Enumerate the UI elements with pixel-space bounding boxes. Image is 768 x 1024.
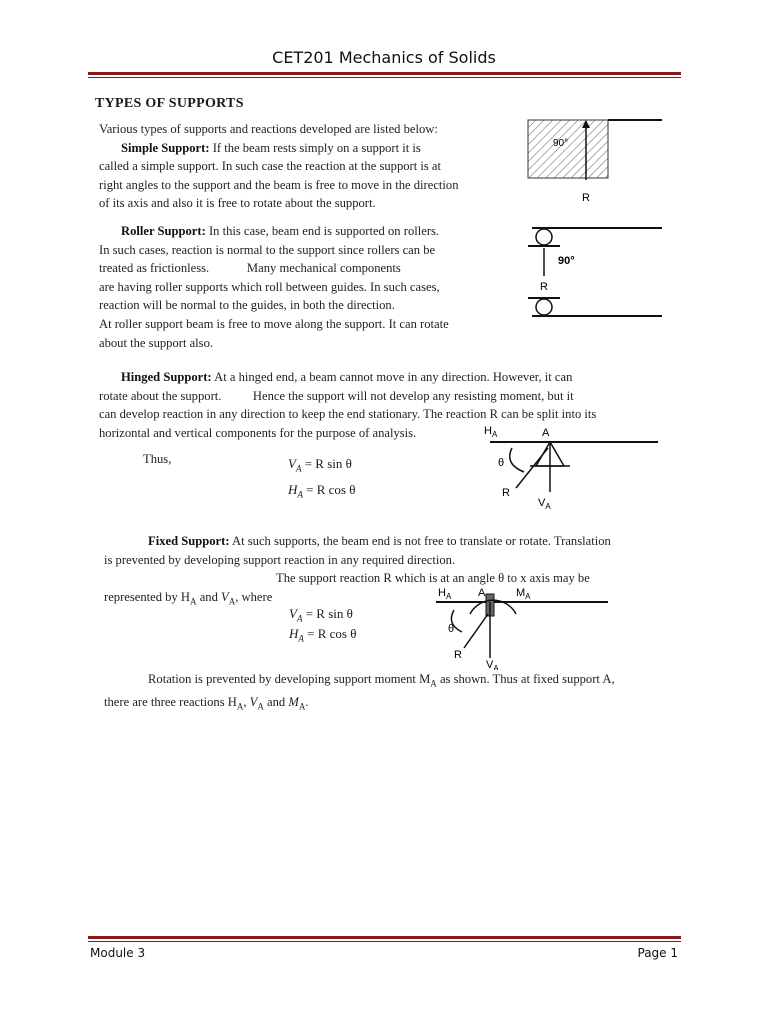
reaction-label: R xyxy=(540,281,548,293)
footer-page-number: Page 1 xyxy=(637,946,678,960)
r-label: R xyxy=(454,649,462,661)
text-line: If the beam rests simply on a support it is xyxy=(212,140,421,155)
text-frag: represented by H xyxy=(104,589,191,604)
wall-hatch xyxy=(528,120,608,178)
hinged-support-figure xyxy=(470,420,670,512)
r-arrow xyxy=(516,448,548,488)
eq-sub: A xyxy=(298,701,306,712)
eq-sub: A xyxy=(257,701,264,712)
eq-var: V xyxy=(289,606,297,621)
text-frag: and xyxy=(199,589,218,604)
text-line: about the support also. xyxy=(99,335,214,350)
footer-rule-thin xyxy=(88,941,681,942)
reaction-label: R xyxy=(582,192,590,204)
text-line: At a hinged end, a beam cannot move in any direction. However, it can xyxy=(214,370,573,384)
text-frag: there are three reactions H xyxy=(104,695,237,710)
eq-rhs: = R sin θ xyxy=(305,606,353,621)
text-line: right angles to the support and the beam is free to move in the direction xyxy=(99,177,459,192)
eq-sub: A xyxy=(296,613,303,624)
roller-support-block xyxy=(99,222,509,352)
eq-var: H xyxy=(289,626,299,641)
v-label: $V_A$ xyxy=(538,497,551,511)
text-line: In this case, beam end is supported on rollers. xyxy=(208,224,440,238)
eq-sub: A xyxy=(190,596,197,607)
roller-support-figure xyxy=(520,216,670,328)
roller-support-term: Roller Support: xyxy=(121,224,206,238)
simple-support-block xyxy=(99,120,509,213)
text-line: reaction will be normal to the guides, in both the direction. xyxy=(99,298,395,313)
text-line: are having roller supports which roll between guides. In such cases, xyxy=(99,279,440,294)
eq-var: V xyxy=(288,456,296,471)
text-line: represented by $H_A$ and $V_A$, where xyxy=(104,589,273,607)
hinged-support-term: Hinged Support: xyxy=(121,370,212,384)
fixed-support-term: Fixed Support: xyxy=(148,534,230,548)
page-header-title: CET201 Mechanics of Solids xyxy=(272,48,496,67)
text-line: of its axis and also it is free to rotate about the support. xyxy=(99,196,376,211)
fixed-support-figure xyxy=(430,584,610,670)
simple-support-figure xyxy=(520,110,670,205)
text-line: treated as frictionless. Many mechanical components xyxy=(99,261,401,276)
eq-sub: A xyxy=(297,489,303,500)
footer-rule xyxy=(88,936,681,939)
text-line: At such supports, the beam end is not free to translate or rotate. Translation xyxy=(232,534,611,548)
text-line: horizontal and vertical components for the purpose of analysis. xyxy=(99,425,417,440)
theta-arc xyxy=(510,448,524,472)
eq-rhs: = R sin θ xyxy=(304,456,352,471)
theta-label: θ xyxy=(498,457,505,469)
roller-top xyxy=(536,229,552,245)
a-label: A xyxy=(542,427,550,439)
header-rule-thin xyxy=(88,77,681,78)
text-frag: V xyxy=(221,589,229,604)
simple-support-term: Simple Support: xyxy=(121,140,210,155)
fixed-eq-va xyxy=(289,606,353,624)
intro-line: Various types of supports and reactions developed are listed below: xyxy=(99,122,438,136)
angle-label: 90° xyxy=(558,255,575,267)
text-line: In such cases, reaction is normal to the support since rollers can be xyxy=(99,242,436,257)
eq-rhs: = R cos θ xyxy=(307,626,357,641)
r-label: R xyxy=(502,487,510,499)
eq-sub: A xyxy=(228,596,236,607)
text-line: can develop reaction in any direction to keep the end stationary. The reaction R can be split into its xyxy=(99,407,597,422)
text-line: rotate about the support. Hence the support will not develop any resisting moment, but it xyxy=(99,388,574,403)
fixed-eq-ha xyxy=(289,626,356,644)
thus-label: Thus, xyxy=(143,452,172,466)
h-label: $H_A$ xyxy=(484,425,498,439)
v-label: $V_A$ xyxy=(486,659,499,670)
theta-label: θ xyxy=(448,623,455,635)
text-line: The support reaction R which is at an angle θ to x axis may be xyxy=(276,571,590,586)
hinged-eq-va xyxy=(288,456,352,474)
eq-sub: A xyxy=(236,701,244,712)
text-frag: as shown. Thus at fixed support A, xyxy=(439,672,615,686)
section-title: TYPES OF SUPPORTS xyxy=(95,96,244,111)
a-label: A xyxy=(478,587,486,599)
text-frag: M xyxy=(288,695,299,710)
text-line: is prevented by developing support reaction in any required direction. xyxy=(104,552,456,567)
text-frag: and xyxy=(267,695,286,710)
text-frag: Rotation is prevented by developing support moment M xyxy=(148,672,431,686)
text-frag: where xyxy=(241,589,273,604)
eq-sub: A xyxy=(430,678,437,689)
eq-rhs: = R cos θ xyxy=(306,482,356,497)
eq-var: H xyxy=(288,482,298,497)
footer-module: Module 3 xyxy=(90,946,146,960)
roller-bottom xyxy=(536,299,552,315)
rotation-block: Rotation is prevented by developing support moment $M_A$ as shown. Thus at fixed support A, there are three reactions $H_A$, $V_A$ and $M_A$. xyxy=(104,672,615,712)
eq-sub: A xyxy=(295,463,302,474)
hinged-eq-ha xyxy=(288,482,355,500)
text-line: At roller support beam is free to move along the support. It can rotate xyxy=(99,316,449,331)
m-label: $M_A$ xyxy=(516,587,531,601)
h-label: $H_A$ xyxy=(438,587,452,601)
r-arrow xyxy=(464,614,488,648)
eq-sub: A xyxy=(298,633,304,644)
text-line: called a simple support. In such case the reaction at the support is at xyxy=(99,159,442,174)
header-rule xyxy=(88,72,681,75)
angle-label: 90° xyxy=(553,138,569,149)
text-frag: V xyxy=(249,695,258,710)
